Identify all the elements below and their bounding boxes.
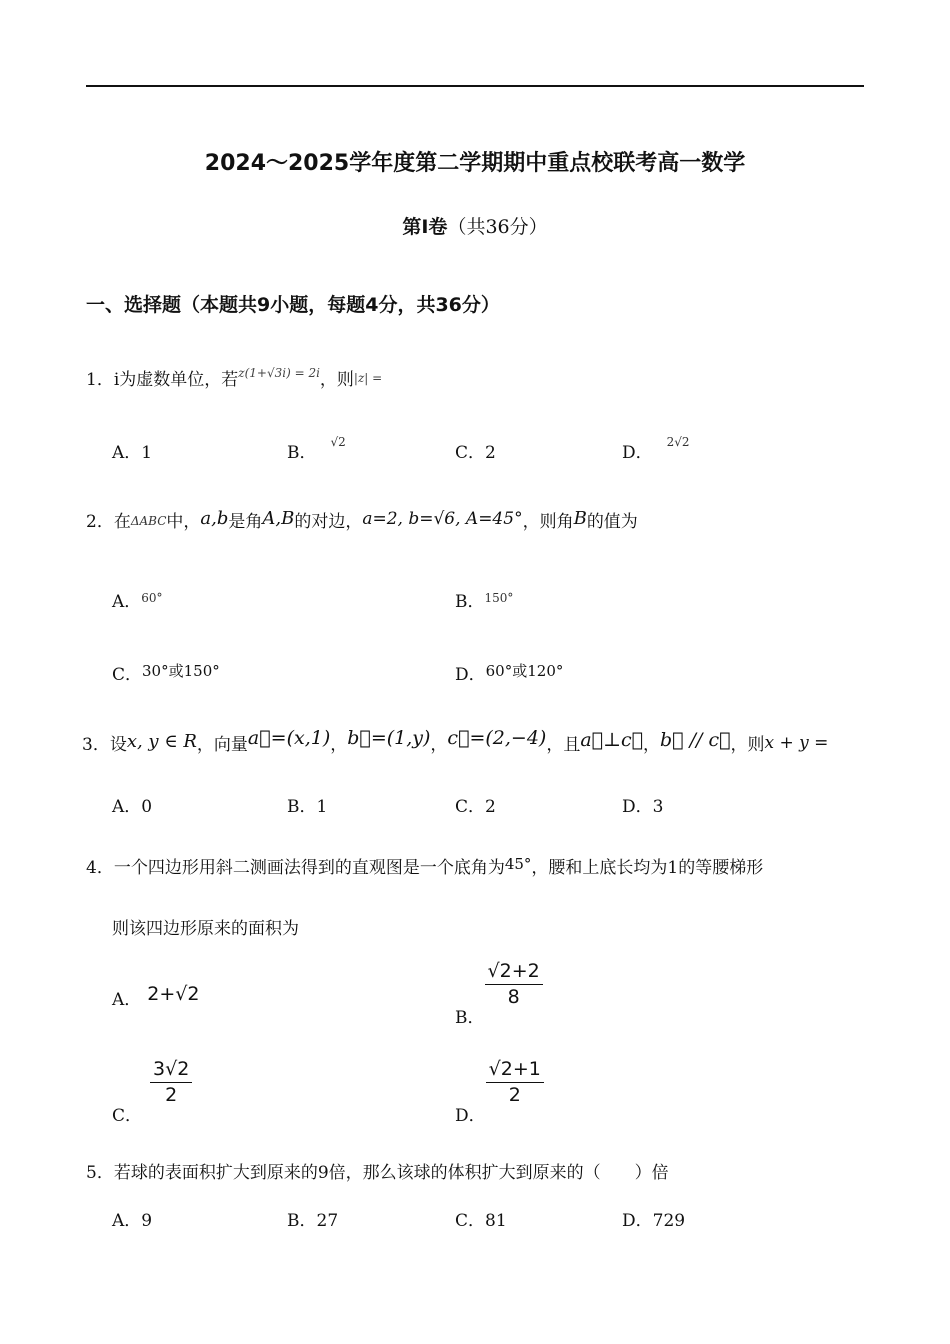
q5-option-c[interactable]	[455, 1206, 507, 1231]
question-text: 的对边，	[294, 512, 363, 532]
option-label: A．	[112, 1211, 142, 1231]
option-label: B．	[287, 1211, 317, 1231]
formula: |z| =	[353, 371, 383, 385]
q5-option-a[interactable]	[112, 1206, 152, 1231]
question-text: ，则角	[522, 512, 574, 532]
option-label: C．	[455, 443, 486, 463]
exam-title: 2024～2025学年度第二学期期中重点校联考高一数学	[204, 151, 746, 176]
fraction-denominator: 2	[165, 1084, 178, 1106]
formula: z(1+√3i) = 2i	[238, 366, 320, 380]
formula: A,B	[262, 508, 295, 529]
fraction-numerator: 3√2	[150, 1058, 192, 1083]
option-label: B．	[455, 592, 485, 612]
option-value: 1	[141, 443, 153, 463]
q4-option-d[interactable]	[455, 1058, 544, 1126]
volume-score: （共36分）	[447, 216, 548, 238]
question-text: 若球的表面积扩大到原来的9倍，那么该球的体积扩大到原来的（ ）倍	[113, 1163, 669, 1183]
option-label: B．	[287, 443, 317, 463]
formula: 45°	[504, 855, 532, 873]
formula: ΔABC	[130, 514, 167, 528]
fraction-denominator: 8	[507, 986, 520, 1008]
q1-option-b[interactable]	[287, 435, 346, 463]
volume-subtitle	[0, 212, 950, 239]
question-text: 一个四边形用斜二测画法得到的直观图是一个底角为	[113, 858, 505, 878]
fraction	[486, 1058, 544, 1106]
option-label: C．	[455, 797, 486, 817]
option-label: C．	[112, 1105, 143, 1126]
fraction-numerator: √2+1	[486, 1058, 544, 1083]
q3-option-a[interactable]	[112, 792, 152, 817]
question-text: ，腰和上底长均为1的等腰梯形	[531, 858, 764, 878]
question-text: ，且	[546, 735, 581, 755]
question-number: 4．	[86, 858, 114, 878]
formula: a⃗⊥c⃗	[580, 729, 643, 751]
formula: x, y ∈ R	[126, 731, 197, 752]
option-value: √2	[330, 435, 346, 449]
option-label: C．	[112, 665, 143, 685]
q1-option-a[interactable]	[112, 438, 152, 463]
header-rule	[86, 85, 864, 87]
option-value: 3	[652, 797, 664, 817]
section-heading: 一、选择题（本题共9小题，每题4分，共36分）	[86, 294, 500, 316]
option-value: 27	[316, 1211, 339, 1231]
q4-option-c[interactable]	[112, 1058, 192, 1126]
q4-option-a[interactable]	[112, 985, 200, 1010]
option-value: 2√2	[666, 435, 690, 449]
formula: c⃗=(2,−4)	[447, 727, 547, 749]
option-label: A．	[112, 443, 142, 463]
question-2	[86, 507, 638, 532]
q2-option-c[interactable]	[112, 660, 220, 685]
option-value: 2	[485, 797, 496, 817]
option-label: D．	[455, 1105, 486, 1126]
q2-option-d[interactable]	[455, 660, 563, 685]
question-4-line-2: 则该四边形原来的面积为	[112, 919, 299, 939]
formula: B	[573, 508, 587, 529]
question-text: ，则	[730, 735, 765, 755]
question-text: i为虚数单位，若	[113, 370, 239, 390]
option-label: D．	[622, 797, 653, 817]
question-number: 3．	[82, 735, 110, 755]
question-text: ，则	[319, 370, 354, 390]
option-value: 0	[141, 797, 153, 817]
formula: b⃗ // c⃗	[660, 729, 731, 751]
question-1	[86, 365, 382, 390]
option-value: 1	[316, 797, 328, 817]
question-3: 3．设x, y ∈ R，向量a⃗=(x,1)，b⃗=(1,y)，c⃗=(2,−4)，且a⃗⊥c⃗，b⃗ // c⃗，则x + y =	[82, 727, 829, 755]
q2-option-a[interactable]	[112, 587, 163, 612]
q3-option-c[interactable]	[455, 792, 496, 817]
fraction	[485, 960, 543, 1008]
question-text: 中，	[166, 512, 201, 532]
option-label: D．	[455, 665, 486, 685]
q2-option-b[interactable]	[455, 587, 513, 612]
q3-option-d[interactable]	[622, 792, 663, 817]
question-number: 2．	[86, 512, 114, 532]
question-number: 5．	[86, 1163, 114, 1183]
question-text: 在	[113, 512, 131, 532]
option-label: D．	[622, 1211, 653, 1231]
formula: a⃗=(x,1)	[247, 727, 331, 749]
q5-option-b[interactable]	[287, 1206, 338, 1231]
question-number: 1．	[86, 370, 114, 390]
q1-option-c[interactable]	[455, 438, 496, 463]
option-value: 60°或120°	[485, 662, 564, 680]
q3-option-b[interactable]	[287, 792, 327, 817]
option-label: B．	[287, 797, 317, 817]
volume-label: 第Ⅰ卷	[402, 216, 448, 238]
option-value: 2+√2	[147, 983, 200, 1005]
formula: b⃗=(1,y)	[347, 727, 431, 749]
question-text: 是角	[228, 512, 263, 532]
fraction-denominator: 2	[508, 1084, 521, 1106]
formula: a,b	[200, 508, 229, 529]
fraction	[150, 1058, 192, 1106]
option-label: A．	[112, 990, 142, 1010]
option-label: C．	[455, 1211, 486, 1231]
q4-option-b[interactable]	[455, 960, 543, 1028]
option-label: A．	[112, 797, 142, 817]
option-value: 2	[485, 443, 496, 463]
q5-option-d[interactable]	[622, 1206, 685, 1231]
option-value: 9	[141, 1211, 153, 1231]
formula: x + y =	[764, 733, 829, 753]
option-value: 81	[485, 1211, 507, 1231]
formula: a=2, b=√6, A=45°	[362, 509, 523, 529]
question-text: 的值为	[586, 512, 638, 532]
option-value: 150°	[484, 591, 514, 605]
question-text: ，向量	[196, 735, 248, 755]
question-text: 设	[109, 735, 127, 755]
option-value: 30°或150°	[142, 662, 220, 680]
option-value: 60°	[141, 591, 163, 605]
fraction-numerator: √2+2	[485, 960, 543, 985]
option-label: D．	[622, 443, 653, 463]
option-label: B．	[455, 1007, 485, 1028]
q1-option-d[interactable]	[622, 435, 690, 463]
option-label: A．	[112, 592, 142, 612]
question-4	[86, 853, 763, 878]
option-value: 729	[652, 1211, 686, 1231]
question-5	[86, 1158, 669, 1183]
